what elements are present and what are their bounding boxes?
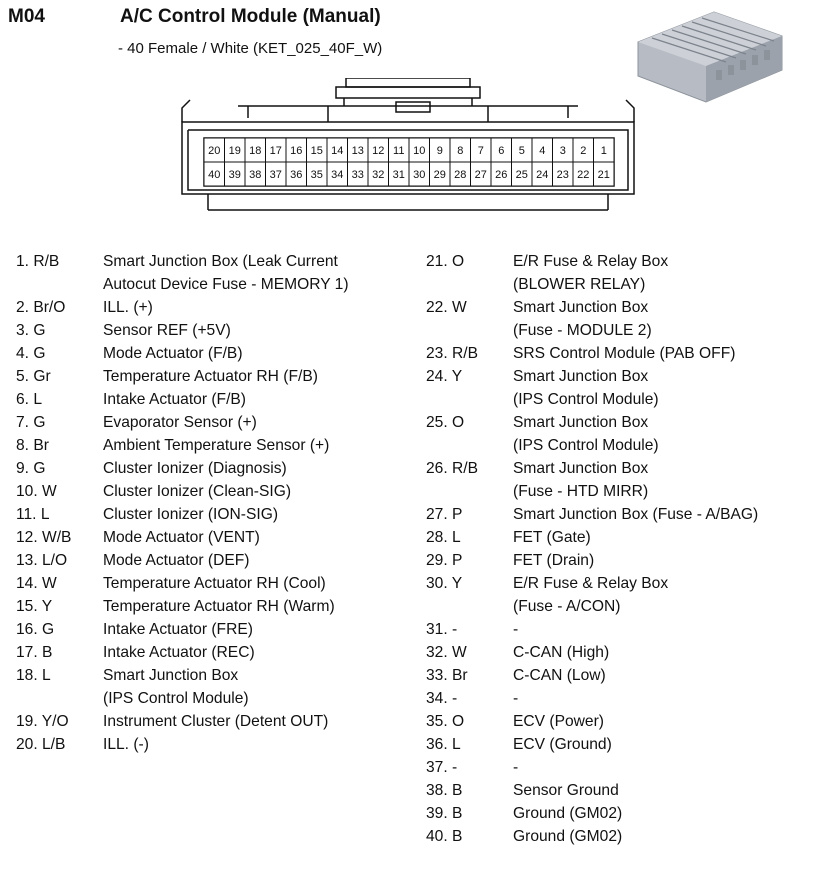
pin-id: 28. L: [426, 529, 461, 546]
pin-number: 24: [536, 169, 549, 181]
pin-number: 32: [372, 169, 385, 181]
pin-description: Sensor Ground: [513, 782, 619, 799]
page-title: A/C Control Module (Manual): [120, 6, 381, 27]
pin-number: 22: [577, 169, 590, 181]
pin-description: Mode Actuator (DEF): [103, 552, 250, 569]
list-item: [426, 526, 758, 549]
pin-description: E/R Fuse & Relay Box: [513, 575, 669, 592]
pin-description: Ambient Temperature Sensor (+): [103, 437, 330, 454]
pin-number: 36: [290, 169, 303, 181]
pin-number: 35: [310, 169, 323, 181]
pin-id: 12. W/B: [16, 529, 72, 546]
pin-description: (Fuse - HTD MIRR): [513, 483, 649, 500]
pin-id: 26. R/B: [426, 460, 479, 477]
pin-description: Smart Junction Box: [513, 414, 649, 431]
pin-description: Smart Junction Box: [513, 460, 649, 477]
pin-description: Smart Junction Box (Leak Current: [103, 253, 338, 270]
list-item: [16, 572, 349, 595]
list-item: [426, 641, 758, 664]
pin-id: 7. G: [16, 414, 46, 431]
list-item: [426, 710, 758, 733]
pin-id: [16, 687, 103, 710]
pin-id: [426, 273, 513, 296]
pin-number: 33: [351, 169, 364, 181]
pin-description: Smart Junction Box: [513, 368, 649, 385]
pin-number: 17: [269, 145, 282, 157]
pin-id: 19. Y/O: [16, 713, 69, 730]
pin-id: [16, 273, 103, 296]
list-item: [426, 503, 758, 526]
pin-description: Temperature Actuator RH (F/B): [103, 368, 318, 385]
pin-description: Temperature Actuator RH (Warm): [103, 598, 335, 615]
pin-number: 25: [515, 169, 528, 181]
pin-id: 9. G: [16, 460, 46, 477]
pin-id: 3. G: [16, 322, 46, 339]
pin-id: 23. R/B: [426, 345, 479, 362]
pin-id: 38. B: [426, 782, 463, 799]
pin-id: 11. L: [16, 506, 50, 523]
list-item: [426, 549, 758, 572]
pin-description: (Fuse - MODULE 2): [513, 322, 652, 339]
pin-description: Cluster Ionizer (ION-SIG): [103, 506, 279, 523]
pin-description: (IPS Control Module): [513, 437, 659, 454]
pin-description: Intake Actuator (FRE): [103, 621, 253, 638]
list-item: [16, 434, 349, 457]
list-item: [426, 457, 758, 480]
list-item: [426, 273, 758, 296]
list-item: [426, 480, 758, 503]
pin-number: 34: [331, 169, 344, 181]
pin-description: Cluster Ionizer (Diagnosis): [103, 460, 287, 477]
list-item: [16, 411, 349, 434]
pin-number: 1: [600, 145, 607, 157]
pin-id: 14. W: [16, 575, 57, 592]
pin-description: FET (Drain): [513, 552, 595, 569]
pin-description: Intake Actuator (REC): [103, 644, 255, 661]
pin-id: [426, 480, 513, 503]
connector-diagram: [178, 78, 638, 230]
pin-number: 30: [413, 169, 426, 181]
pin-id: [426, 434, 513, 457]
list-item: [16, 503, 349, 526]
list-item: [426, 687, 758, 710]
list-item: [16, 319, 349, 342]
pin-number: 6: [498, 145, 505, 157]
pin-number: 12: [372, 145, 385, 157]
pin-number: 16: [290, 145, 303, 157]
connector-code: M04: [8, 6, 45, 27]
pin-id: 10. W: [16, 483, 57, 500]
pin-number: 23: [556, 169, 569, 181]
list-item: [16, 687, 349, 710]
pin-description: C-CAN (Low): [513, 667, 606, 684]
pin-description: -: [513, 759, 519, 776]
pin-list-left: [16, 250, 349, 756]
pin-description: (BLOWER RELAY): [513, 276, 646, 293]
pin-description: Evaporator Sensor (+): [103, 414, 257, 431]
pin-number: 10: [413, 145, 426, 157]
pin-description: Temperature Actuator RH (Cool): [103, 575, 326, 592]
pin-number: 3: [559, 145, 566, 157]
pin-id: 27. P: [426, 506, 463, 523]
pin-description: (IPS Control Module): [513, 391, 659, 408]
list-item: [426, 319, 758, 342]
pin-id: 24. Y: [426, 368, 463, 385]
list-item: [16, 250, 349, 273]
list-item: [16, 365, 349, 388]
pin-number: 14: [331, 145, 344, 157]
list-item: [426, 825, 758, 848]
pin-number: 11: [393, 145, 405, 157]
pin-id: [426, 319, 513, 342]
pin-id: 1. R/B: [16, 253, 60, 270]
connector-spec: - 40 Female / White (KET_025_40F_W): [118, 40, 383, 57]
pin-id: 8. Br: [16, 437, 49, 454]
pin-number: 38: [249, 169, 262, 181]
pin-id: 29. P: [426, 552, 463, 569]
pin-number: 5: [518, 145, 525, 157]
pin-id: 21. O: [426, 253, 465, 270]
list-item: [16, 388, 349, 411]
pin-id: 22. W: [426, 299, 467, 316]
list-item: [426, 733, 758, 756]
pin-id: 15. Y: [16, 598, 53, 615]
pin-id: 4. G: [16, 345, 46, 362]
pin-id: 39. B: [426, 805, 463, 822]
pin-id: 25. O: [426, 414, 465, 431]
pin-description: Autocut Device Fuse - MEMORY 1): [103, 276, 349, 293]
pin-id: 35. O: [426, 713, 465, 730]
pin-description: -: [513, 621, 519, 638]
pin-id: [426, 388, 513, 411]
list-item: [426, 779, 758, 802]
list-item: [426, 664, 758, 687]
list-item: [426, 388, 758, 411]
pin-id: 40. B: [426, 828, 463, 845]
pin-id: 30. Y: [426, 575, 463, 592]
pin-description: Smart Junction Box: [103, 667, 239, 684]
pin-id: 34. -: [426, 690, 458, 707]
pin-id: 20. L/B: [16, 736, 66, 753]
pin-description: (IPS Control Module): [103, 690, 249, 707]
pin-grid-top: [204, 138, 614, 162]
list-item: [426, 296, 758, 319]
list-item: [16, 526, 349, 549]
pin-id: 6. L: [16, 391, 43, 408]
pin-id: 36. L: [426, 736, 461, 753]
pin-number: 2: [580, 145, 587, 157]
pin-description: FET (Gate): [513, 529, 591, 546]
pin-description: SRS Control Module (PAB OFF): [513, 345, 736, 362]
pin-description: Cluster Ionizer (Clean-SIG): [103, 483, 292, 500]
pin-number: 9: [436, 145, 443, 157]
pin-description: ECV (Ground): [513, 736, 612, 753]
pin-description: Intake Actuator (F/B): [103, 391, 247, 408]
pin-id: 2. Br/O: [16, 299, 66, 316]
pin-number: 18: [249, 145, 262, 157]
list-item: [426, 342, 758, 365]
list-item: [16, 641, 349, 664]
pin-description: Sensor REF (+5V): [103, 322, 231, 339]
pin-description: C-CAN (High): [513, 644, 610, 661]
pin-description: Smart Junction Box: [513, 299, 649, 316]
list-item: [426, 618, 758, 641]
pin-number: 8: [457, 145, 464, 157]
list-item: [426, 572, 758, 595]
pin-list-right: [426, 250, 758, 848]
pin-number: 21: [597, 169, 610, 181]
pin-description: ILL. (+): [103, 299, 153, 316]
list-item: [16, 480, 349, 503]
pin-number: 28: [454, 169, 467, 181]
list-item: [426, 250, 758, 273]
pin-number: 7: [477, 145, 484, 157]
list-item: [426, 365, 758, 388]
list-item: [426, 411, 758, 434]
pin-number: 37: [269, 169, 282, 181]
pin-number: 13: [351, 145, 364, 157]
list-item: [16, 273, 349, 296]
pin-id: 32. W: [426, 644, 467, 661]
pin-number: 15: [310, 145, 323, 157]
list-item: [16, 710, 349, 733]
pin-description: (Fuse - A/CON): [513, 598, 621, 615]
pin-number: 31: [392, 169, 405, 181]
list-item: [16, 342, 349, 365]
pin-id: 13. L/O: [16, 552, 68, 569]
pin-number: 20: [208, 145, 221, 157]
pin-description: Ground (GM02): [513, 805, 623, 822]
pin-description: Ground (GM02): [513, 828, 623, 845]
pin-id: 33. Br: [426, 667, 468, 684]
list-item: [426, 595, 758, 618]
connector-photo: [634, 8, 786, 104]
pin-number: 26: [495, 169, 508, 181]
list-item: [426, 756, 758, 779]
pin-number: 27: [474, 169, 487, 181]
pin-grid-bottom: [204, 162, 614, 186]
list-item: [426, 434, 758, 457]
pin-description: Instrument Cluster (Detent OUT): [103, 713, 329, 730]
list-item: [16, 457, 349, 480]
list-item: [16, 595, 349, 618]
pin-description: Mode Actuator (F/B): [103, 345, 243, 362]
list-item: [16, 549, 349, 572]
pin-description: ECV (Power): [513, 713, 604, 730]
pin-id: 16. G: [16, 621, 55, 638]
pin-number: 29: [433, 169, 446, 181]
pin-id: 31. -: [426, 621, 458, 638]
pin-description: Smart Junction Box (Fuse - A/BAG): [513, 506, 759, 523]
pin-number: 19: [228, 145, 241, 157]
pin-id: 37. -: [426, 759, 458, 776]
pin-number: 39: [228, 169, 241, 181]
list-item: [426, 802, 758, 825]
pin-number: 4: [539, 145, 546, 157]
list-item: [16, 664, 349, 687]
pin-id: 5. Gr: [16, 368, 51, 385]
pin-id: [426, 595, 513, 618]
list-item: [16, 618, 349, 641]
pin-description: E/R Fuse & Relay Box: [513, 253, 669, 270]
pin-id: 18. L: [16, 667, 51, 684]
list-item: [16, 733, 349, 756]
pin-description: -: [513, 690, 519, 707]
pin-number: 40: [208, 169, 221, 181]
pin-id: 17. B: [16, 644, 53, 661]
pin-description: ILL. (-): [103, 736, 149, 753]
pin-description: Mode Actuator (VENT): [103, 529, 260, 546]
list-item: [16, 296, 349, 319]
